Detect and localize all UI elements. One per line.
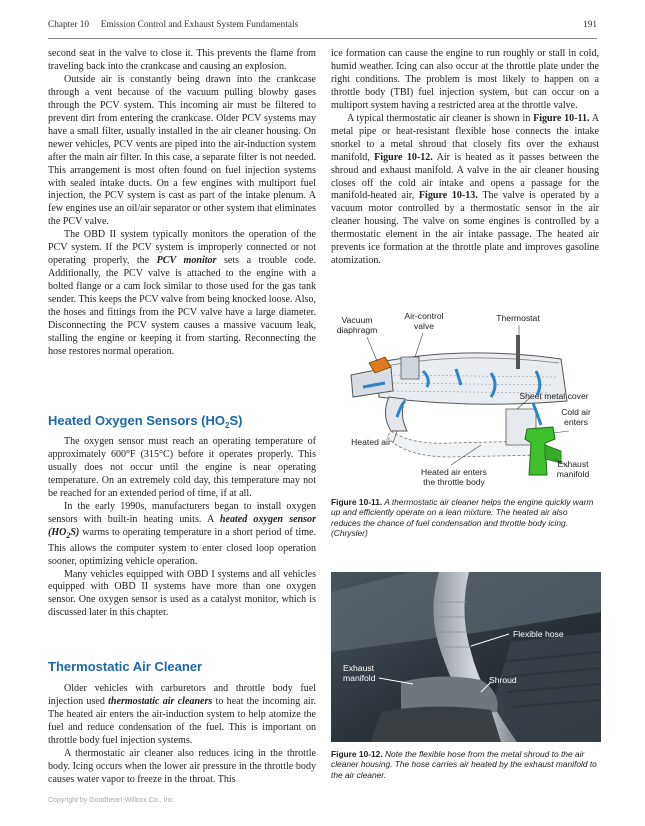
running-header [48,20,597,34]
section-heading-thermostatic-air-cleaner: Thermostatic Air Cleaner [48,659,203,674]
photo-label-exhaust-manifold: Exhaust manifold [343,663,376,683]
text-run: The valve is operated by a vacuum motor controlled by a thermostatic sensor in the air cleaner housing. The valve on some engines is controlled by a thermostatic element in the air intake passage. The heated air prevents ice formation at the throttle plate and improves gasoline atomization. [331,190,599,267]
label-vacuum-diaphragm: Vacuum diaphragm [336,315,378,335]
tac-section-body [48,683,316,787]
heading-subscript: 2 [225,421,230,430]
label-heated-air: Heated air [351,437,391,447]
paragraph [48,229,316,359]
thermostat [516,335,520,369]
text-run: Air is heated as it passes between the shroud and exhaust manifold. A valve in the air cleaner housing closes off the cold air intake and opens a passage for the manifold-heated air, [331,151,600,202]
key-term: S) [70,526,80,538]
paragraph: A thermostatic air cleaner also reduces icing in the throttle body. Icing occurs when the lower air pressure in the throttle body causes water vapor to freeze in the throat. This [48,747,316,785]
key-term: heated oxygen sensor (HO [48,513,316,538]
caption-text: A thermostatic air cleaner helps the engine quickly warm up and efficiently operate on a lean mixture. The heated air also reduces the chance of fuel condensation and throttle body icing. (Chrysler) [331,497,594,539]
figure-10-11-illustration [331,305,601,490]
text-run: warms to operating temperature in a short period of time. This allows the computer system to enter closed loop operation sooner, optimizing vehicle operation. [48,526,316,567]
left-column-top [48,48,316,359]
figure-reference: Figure 10-11. [533,112,590,124]
text-run: The OBD II system typically monitors the operation of the PCV system. If the PCV system is improperly connected or not operating properly, the [48,229,316,267]
figure-number: Figure 10-11. [331,497,383,507]
paragraph: Outside air is constantly being drawn into the crankcase through a vent because of the vacuum pulling blowby gases through the PCV system. This incoming air must be filtered to prevent dirt from entering the crankcase. Older PCV systems may have a small filter, usually installed in the air cleaner housing. On newer vehicles, PCV vents are piped into the air-induction system after the main air filter. In this case, a separate filter is not needed. This arrangement is most often found on fuel injection systems with sealed intake ducts. On a few engines with multiport fuel injection, the PCV system is cast as part of the intake plenum. A few engines use an oil/air separator or other system that eliminates the PCV valve. [48,73,316,228]
figure-10-12-photo [331,572,601,742]
engine-bay-photo [331,572,601,742]
figure-10-12-caption [331,749,599,780]
label-exhaust-manifold: Exhaust manifold [556,459,590,479]
chapter-title: Emission Control and Exhaust System Fundamentals [100,20,299,30]
header-rule [48,38,597,39]
caption-text: Note the flexible hose from the metal shroud to the air cleaner housing. The hose carries air heated by the exhaust manifold to the air cleaner. [331,749,597,780]
text-run: Older vehicles with carburetors and throttle body fuel injection used [48,683,316,707]
text-run: to heat the incoming air. The heated air enters the air-induction system to help atomize the fuel and reduce condensation of the fuel. This is important on throttle body fuel injection systems. [48,695,316,746]
label-sheet-metal-cover: Sheet metal cover [519,391,589,401]
label-thermostat: Thermostat [496,313,540,323]
paragraph [48,501,316,569]
text-run: A typical thermostatic air cleaner is shown in [347,112,534,124]
key-term: thermostatic air cleaners [108,695,213,707]
key-term: PCV monitor [156,255,217,267]
right-column-top [331,48,599,268]
heading-text: S) [229,413,243,428]
copyright-footer: Copyright by Goodheart-Willcox Co., Inc. [48,797,175,804]
paragraph: Many vehicles equipped with OBD I systems and all vehicles equipped with OBD II systems have more than one oxygen sensor. One oxygen sensor is used as a catalyst monitor, which is discussed later in this chapter. [48,568,316,619]
page-number: 191 [583,20,597,30]
paragraph [331,113,599,268]
text-run: In the early 1990s, manufacturers began to install oxygen sensors with built-in heating units. A [48,500,316,525]
heading-text: Heated Oxygen Sensors (HO [48,413,225,428]
photo-label-flexible-hose: Flexible hose [513,629,564,639]
figure-reference: Figure 10-13. [418,190,478,202]
paragraph: ice formation can cause the engine to run roughly or stall in cold, humid weather. Icing can also occur at the throttle plate under the right conditions. The problem is most likely to happen on a throttle body (TBI) fuel injection system, but can occur on a multiport system having a restricted area at the throttle valve. [331,48,599,111]
o2-section-body [48,436,316,620]
section-heading-heated-oxygen-sensors [48,413,242,430]
figure-number: Figure 10-12. [331,749,383,759]
label-air-control-valve: Air-control valve [404,311,444,331]
photo-label-shroud: Shroud [489,675,517,685]
paragraph: second seat in the valve to close it. This prevents the flame from traveling back into the crankcase and causing an explosion. [48,48,316,72]
chapter-label: Chapter 10 [48,20,90,30]
figure-10-11-caption [331,497,599,539]
label-heated-air-enters-throttle-body: Heated air enters the throttle body [421,467,487,487]
text-run: sets a trouble code. Additionally, the PCV valve is attached to the engine with a bolted flange or a cam lock similar to those used for the gas tank sender. This keeps the PCV valve from being knocked loose. Also, the hoses and fittings from the PCV valve have a large diameter. Disconnecting the PCV system causes a massive vacuum leak, stalling the engine or keeping it from starting. Reconnecting the hose restores normal operation. [48,255,317,357]
paragraph [48,683,316,748]
figure-reference: Figure 10-12. [374,151,433,163]
text-run: A metal pipe or heat-resistant flexible hose connects the intake snorkel to a metal shroud that closely fits over the exhaust manifold, [331,112,600,163]
key-term-subscript: 2 [66,530,71,540]
paragraph: The oxygen sensor must reach an operating temperature of approximately 600°F (315°C) before it operates properly. This usually does not occur until the engine is near operating temperature. On an extremely cold day, this temperature may not be reached for an extended period of time, if at all. [48,436,316,499]
label-cold-air-enters: Cold air enters [561,407,591,427]
